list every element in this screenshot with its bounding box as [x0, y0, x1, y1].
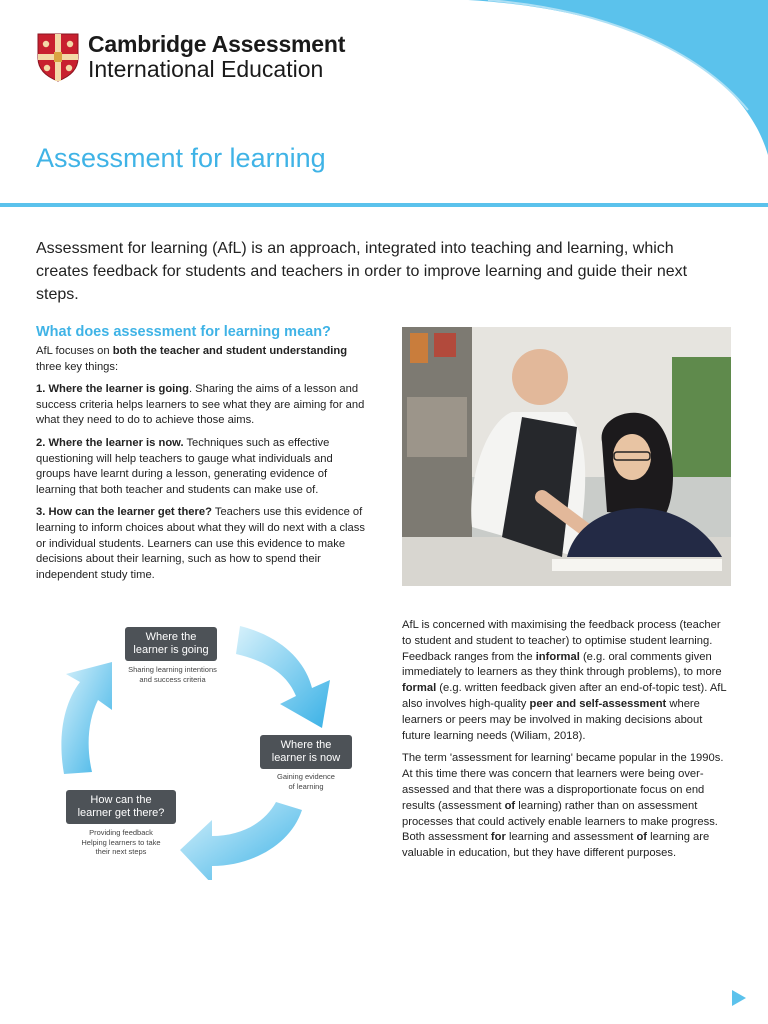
- node-label: learner get there?: [77, 807, 165, 819]
- brand-name-line2: International Education: [88, 56, 324, 82]
- next-page-arrow-icon[interactable]: [730, 988, 748, 1008]
- point-1-paragraph: [36, 382, 366, 429]
- point-3-heading: 3. How can the learner get there?: [36, 506, 212, 519]
- page-title: Assessment for learning: [36, 143, 326, 173]
- caption-line: Helping learners to take: [81, 837, 161, 847]
- caption-line: Providing feedback: [89, 828, 153, 837]
- node-label: Where the: [280, 739, 332, 751]
- caption-line: their next steps: [95, 847, 147, 856]
- node-label: learner is now: [271, 752, 341, 764]
- caption-line: Sharing learning intentions: [128, 665, 217, 674]
- text-run: learning are valuable in education, but they have different purposes.: [402, 831, 710, 860]
- node-where-learner-going: [125, 627, 217, 661]
- arrow-top-right: [236, 626, 330, 728]
- point-2-text: Techniques such as effective questioning will help teachers to gauge what individuals and groups have learnt during a lesson, generating evidence of learning that both teacher and students can make use of.: [36, 436, 333, 496]
- node-caption: [260, 772, 352, 791]
- feedback-paragraph: [402, 618, 732, 744]
- caption-line: and success criteria: [139, 674, 206, 684]
- node-label: Where the: [145, 631, 197, 643]
- text-run: The term 'assessment for learning' became popular in the 1990s. At this time there was concern that learners were being over-assessed and that there was a disproportionate focus on end results (assessment: [402, 752, 724, 812]
- point-3-paragraph: [36, 505, 366, 583]
- text-run: where learners or peers may be involved in making decisions about future learning needs (Wiliam, 2018).: [402, 697, 703, 742]
- point-3-text: Teachers use this evidence of learning to inform choices about what they will do next with a class or individual students. Learners can use this evidence to make decisions about their learning, such as how to spend their independent study time.: [36, 506, 365, 581]
- point-2-heading: 2. Where the learner is now.: [36, 436, 184, 449]
- node-how-learner-get-there: [66, 790, 176, 824]
- text-emphasis: both the teacher and student understanding: [112, 345, 348, 357]
- text-emphasis: of: [636, 831, 648, 844]
- text-emphasis: for: [490, 831, 506, 844]
- brand-logo[interactable]: [36, 32, 345, 82]
- text-run: AfL is concerned with maximising the feedback process (teacher to student and student to teacher) to optimise student learning. Feedback ranges from the: [402, 619, 721, 663]
- assessment-cycle-diagram: [40, 610, 370, 880]
- arrow-left: [61, 662, 112, 774]
- brand-name-line1: Cambridge Assessment: [88, 31, 346, 57]
- node-label: learner is going: [133, 644, 209, 656]
- section-heading: What does assessment for learning mean?: [36, 324, 331, 340]
- left-column: [36, 324, 366, 590]
- node-caption: [115, 665, 230, 684]
- title-divider: [0, 203, 768, 207]
- node-caption: [66, 828, 176, 857]
- right-column: [402, 618, 732, 869]
- caption-line: of learning: [288, 781, 324, 791]
- text-run: (e.g. oral comments given immediately to learners as they think through problems), to more: [402, 650, 722, 679]
- text-emphasis: of: [504, 799, 516, 812]
- intro-paragraph: Assessment for learning (AfL) is an approach, integrated into teaching and learning, which creates feedback for students and teachers in order to improve learning and guide their next steps.: [36, 240, 688, 303]
- teacher-student-photo: [402, 327, 731, 586]
- corner-decoration: [468, 0, 768, 200]
- node-where-learner-now: [260, 735, 352, 769]
- university-shield-icon: [36, 32, 80, 82]
- point-1-text: . Sharing the aims of a lesson and success criteria helps learners to see what they are aiming for and what they need to do to achieve those aims.: [36, 383, 365, 427]
- text-run: three key things:: [36, 360, 119, 373]
- caption-line: Gaining evidence: [277, 772, 335, 781]
- text-emphasis: formal: [402, 682, 437, 695]
- arrow-bottom: [180, 802, 302, 880]
- text-run: (e.g. written feedback given after an end-of-topic test). AfL also involves high-quality: [402, 682, 727, 710]
- history-paragraph: [402, 751, 732, 862]
- text-run: learning and assessment: [505, 831, 637, 844]
- text-emphasis: informal: [535, 650, 580, 663]
- focus-paragraph: [36, 344, 366, 375]
- point-2-paragraph: [36, 436, 366, 498]
- node-label: How can the: [90, 794, 152, 806]
- text-run: AfL focuses on: [36, 345, 113, 357]
- text-run: learning) rather than on assessment processes that could actively enable learners to make progress. Both assessment: [402, 799, 718, 844]
- text-emphasis: peer and self-assessment: [529, 697, 667, 710]
- point-1-heading: 1. Where the learner is going: [36, 383, 189, 396]
